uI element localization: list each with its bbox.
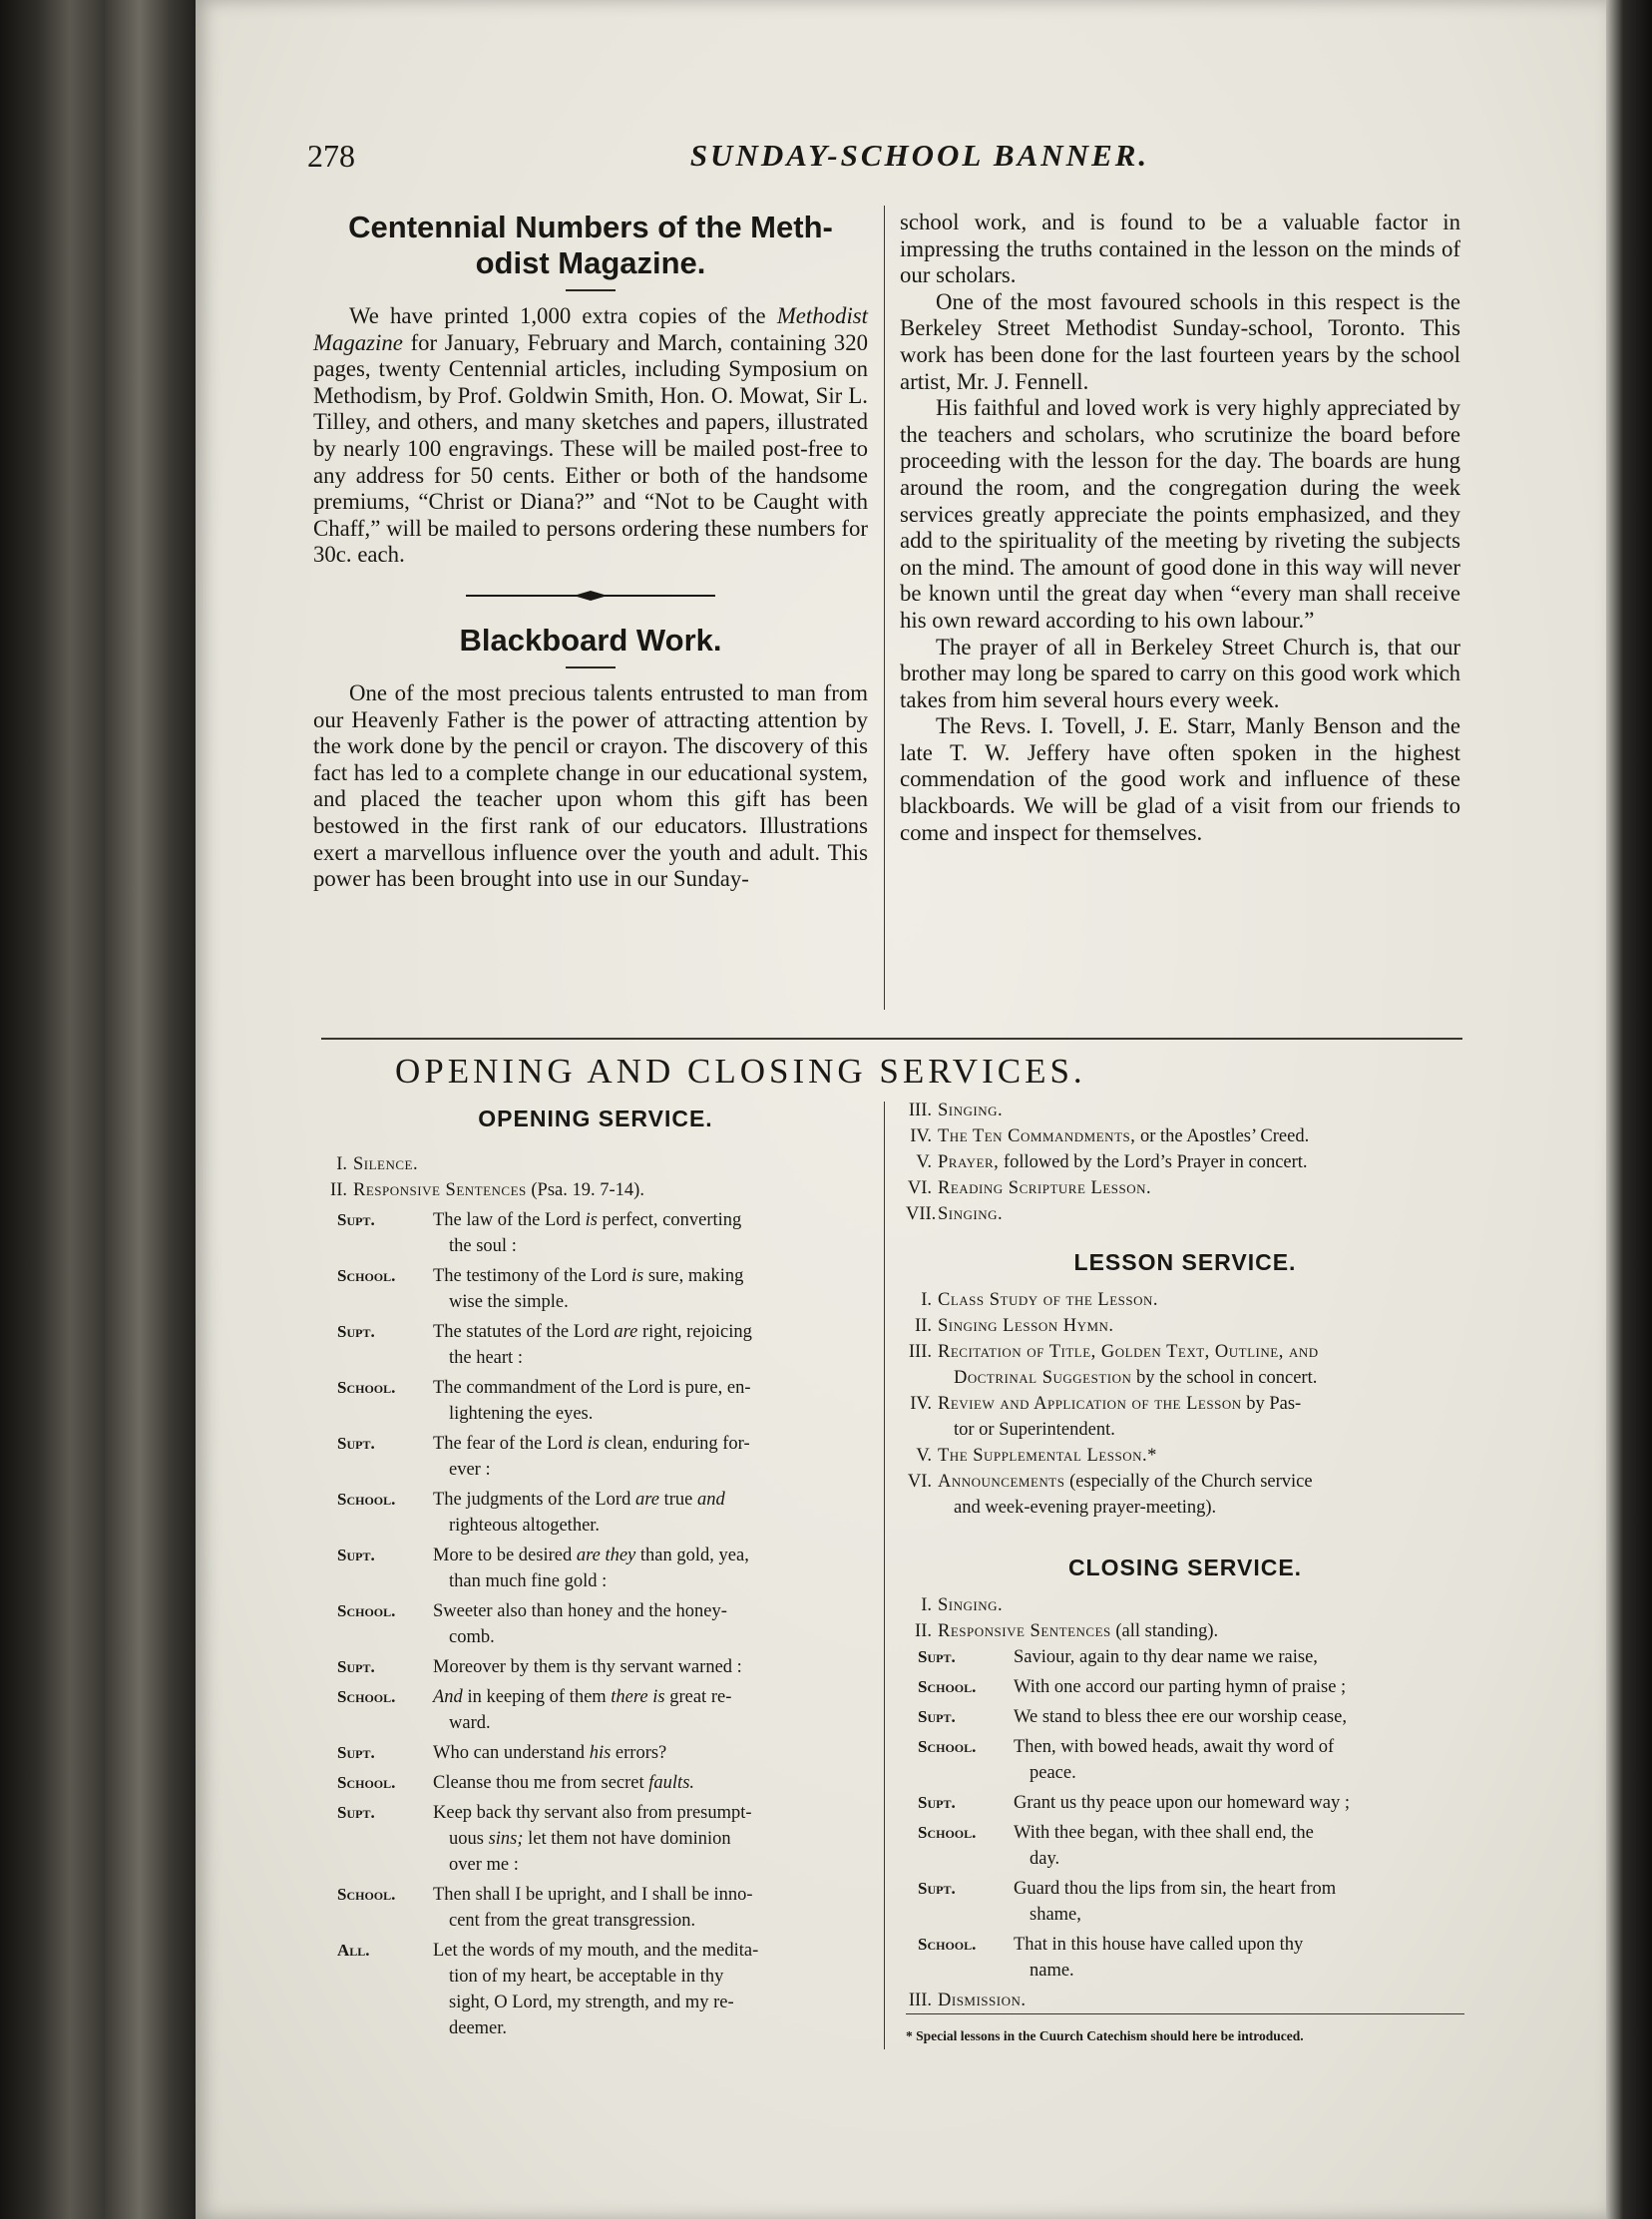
- responsive-sentence: School. With one accord our parting hymn of praise ;: [918, 1677, 1347, 1697]
- lesson-item: IV. Review and Application of the Lesson by Pas-: [910, 1394, 1302, 1414]
- left-column-top: [313, 210, 868, 893]
- footnote: * Special lessons in the Cuurch Catechism should here be introduced.: [906, 2028, 1304, 2043]
- title-rule: [566, 666, 616, 668]
- responsive-sentence: School. That in this house have called upon thy name.: [918, 1935, 1304, 1981]
- book-page: [196, 0, 1606, 2219]
- section-rule: [321, 1038, 1462, 1040]
- responsive-sentence: School. The testimony of the Lord is sure, making wise the simple.: [337, 1266, 744, 1312]
- responsive-sentence: Supt. More to be desired are they than gold, yea, than much fine gold :: [337, 1546, 749, 1591]
- article-title-centennial: Centennial Numbers of the Meth- odist Magazine.: [348, 210, 833, 280]
- column-divider-top: [884, 206, 885, 1010]
- title-rule: [566, 289, 616, 291]
- responsive-sentence: School. With thee began, with thee shall end, the day.: [918, 1823, 1314, 1869]
- opening-item: VII.Singing.: [906, 1204, 1004, 1224]
- responsive-sentence: School. Then shall I be upright, and I shall be inno- cent from the great transgression.: [337, 1885, 753, 1931]
- blackboard-paragraph-3: His faithful and loved work is very highly appreciated by the teachers and scholars, who scrutinize the board before proceeding with the lesson for the day. The boards are hung around the room, and the congregation during the week services greatly appreciate the points emphasized, and they add to the spirituality of the meeting by riveting the subjects on the mind. The amount of good done in this way will never be known until the great day when “every man shall receive his own reward according to his own labour.”: [900, 395, 1460, 633]
- blackboard-paragraph-5: The Revs. I. Tovell, J. E. Starr, Manly Benson and the late T. W. Jeffery have often spoken in the highest commendation of the good work and influence of these blackboards. We will be glad of a visit from our friends to come and inspect for themselves.: [900, 713, 1460, 845]
- opening-item: I. Silence.: [336, 1154, 419, 1174]
- article-title-blackboard: Blackboard Work.: [459, 622, 722, 658]
- opening-item: III. Singing.: [908, 1101, 1004, 1120]
- running-title: SUNDAY-SCHOOL BANNER.: [689, 138, 1150, 173]
- right-column-top: [900, 210, 1460, 846]
- services-right-column: [906, 1098, 1464, 2013]
- lesson-item: VI. Announcements (especially of the Church service: [907, 1472, 1313, 1492]
- closing-item: I. Singing.: [921, 1595, 1004, 1615]
- lesson-service-heading: LESSON SERVICE.: [1073, 1249, 1297, 1275]
- opening-item: VI. Reading Scripture Lesson.: [907, 1178, 1152, 1198]
- responsive-sentence: Supt. Who can understand his errors?: [337, 1743, 667, 1763]
- lesson-item: III. Recitation of Title, Golden Text, Outline, and: [908, 1342, 1319, 1362]
- opening-item: V. Prayer, followed by the Lord’s Prayer in concert.: [916, 1152, 1308, 1172]
- column-divider-bottom: [884, 1102, 885, 2049]
- lesson-item-cont: and week-evening prayer-meeting).: [954, 1498, 1217, 1518]
- responsive-sentence: School. Sweeter also than honey and the honey- comb.: [337, 1601, 727, 1647]
- blackboard-paragraph-4: The prayer of all in Berkeley Street Church is, that our brother may long be spared to carry on this good work which takes from him several hours every week.: [900, 634, 1460, 712]
- closing-service-heading: CLOSING SERVICE.: [1067, 1554, 1303, 1580]
- opening-item: II. Responsive Sentences (Psa. 19. 7-14).: [330, 1180, 644, 1200]
- lesson-item-cont: tor or Superintendent.: [954, 1420, 1115, 1440]
- ornamental-divider: [466, 591, 715, 601]
- page-edge: [1604, 0, 1652, 2219]
- responsive-sentence: Supt. We stand to bless thee ere our worship cease,: [918, 1707, 1347, 1727]
- responsive-sentence: Supt. Moreover by them is thy servant warned :: [337, 1657, 742, 1677]
- responsive-sentence: Supt. The statutes of the Lord are right, rejoicing the heart :: [337, 1322, 752, 1368]
- responsive-sentence: School. Then, with bowed heads, await thy word of peace.: [918, 1737, 1335, 1783]
- closing-item: III. Dismission.: [908, 1991, 1027, 2010]
- lesson-item-cont: Doctrinal Suggestion by the school in concert.: [954, 1368, 1318, 1388]
- lesson-item: V. The Supplemental Lesson.*: [916, 1446, 1157, 1466]
- page-number: 278: [307, 138, 355, 174]
- services-title: OPENING AND CLOSING SERVICES.: [395, 1052, 1086, 1091]
- responsive-sentence: Supt. Keep back thy servant also from presumpt- uous sins; let them not have dominion over me :: [337, 1803, 752, 1875]
- lesson-item: II. Singing Lesson Hymn.: [915, 1316, 1114, 1336]
- responsive-sentence: Supt. Grant us thy peace upon our homeward way ;: [918, 1793, 1351, 1813]
- lesson-item: I. Class Study of the Lesson.: [921, 1290, 1159, 1310]
- responsive-sentence: School. The judgments of the Lord are true and righteous altogether.: [337, 1490, 725, 1536]
- opening-service: [321, 1106, 870, 2045]
- centennial-paragraph: We have printed 1,000 extra copies of the Methodist Magazine for January, February and March, containing 320 pages, twenty Centennial articles, including Symposium on Methodism, by Prof. Goldwin Smith, Hon. O. Mowat, Sir L. Tilley, and others, and many sketches and papers, illustrated by nearly 100 engravings. These will be mailed post-free to any address for 50 cents. Either or both of the handsome premiums, “Christ or Diana?” and “Not to be Caught with Chaff,” will be mailed to persons ordering these numbers for 30c. each.: [313, 303, 868, 568]
- responsive-sentence: Supt. Saviour, again to thy dear name we raise,: [918, 1647, 1318, 1667]
- blackboard-paragraph-1-cont: school work, and is found to be a valuable factor in impressing the truths contained in the lesson on the minds of our scholars.: [900, 210, 1460, 288]
- opening-service-heading: OPENING SERVICE.: [478, 1106, 713, 1131]
- responsive-sentence: Supt. The law of the Lord is perfect, converting the soul :: [337, 1210, 742, 1256]
- responsive-sentence: School. Cleanse thou me from secret faults.: [337, 1773, 695, 1793]
- footnote-rule: [906, 2013, 1464, 2014]
- page-header: [307, 138, 1532, 188]
- responsive-sentence: School. The commandment of the Lord is pure, en- lightening the eyes.: [337, 1378, 751, 1424]
- closing-item: II. Responsive Sentences (all standing).: [915, 1621, 1219, 1641]
- responsive-sentence: All. Let the words of my mouth, and the medita- tion of my heart, be acceptable in thy sight, O Lord, my strength, and my re- deemer.: [337, 1941, 759, 2038]
- blackboard-paragraph-2: One of the most favoured schools in this respect is the Berkeley Street Methodist Sunday-school, Toronto. This work has been done for the last fourteen years by the school artist, Mr. J. Fennell.: [900, 288, 1460, 394]
- responsive-sentence: School. And in keeping of them there is great re- ward.: [337, 1687, 732, 1733]
- blackboard-paragraph-1: One of the most precious talents entrusted to man from our Heavenly Father is the power of attracting attention by the work done by the pencil or crayon. The discovery of this fact has led to a complete change in our educational system, and placed the teacher upon whom this gift has been bestowed in the first rank of our educators. Illustrations exert a marvellous influence over the youth and adult. This power has been brought into use in our Sunday-: [313, 679, 868, 892]
- book-binding: [0, 0, 200, 2219]
- responsive-sentence: Supt. The fear of the Lord is clean, enduring for- ever :: [337, 1434, 750, 1480]
- opening-item: IV. The Ten Commandments, or the Apostles’ Creed.: [910, 1126, 1310, 1146]
- responsive-sentence: Supt. Guard thou the lips from sin, the heart from shame,: [918, 1879, 1337, 1925]
